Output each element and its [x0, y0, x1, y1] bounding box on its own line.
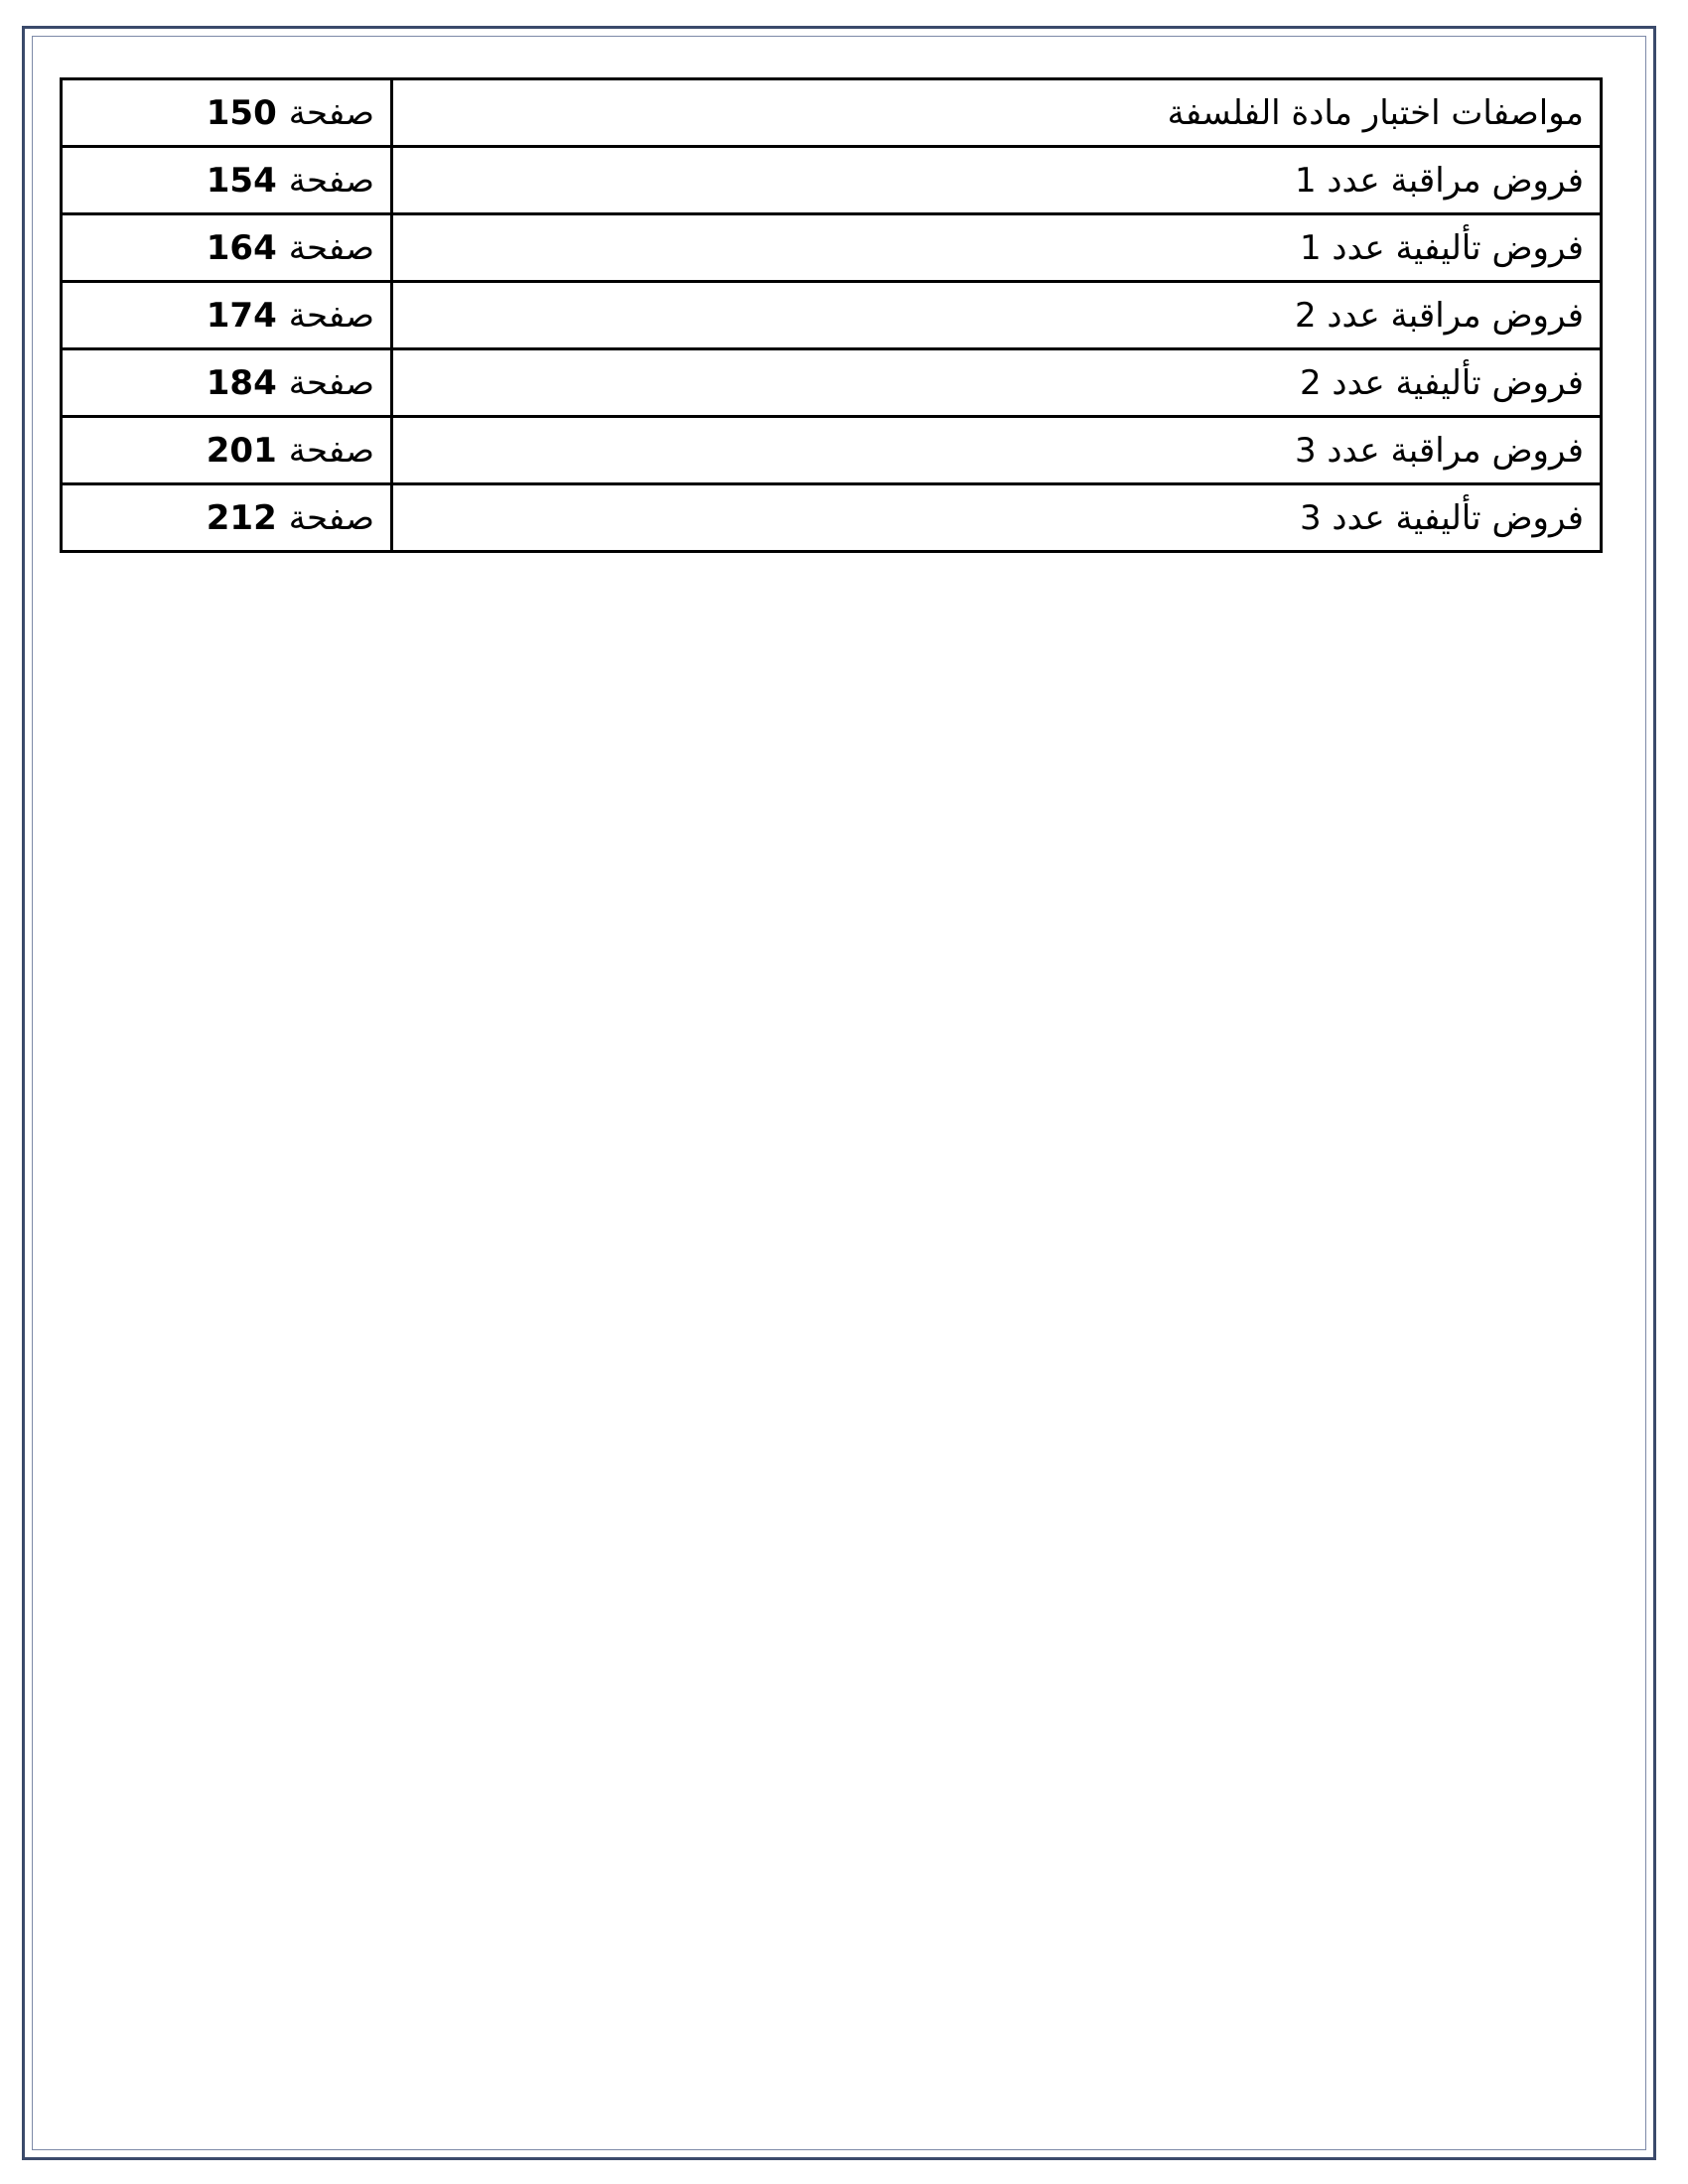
entry-title: فروض تأليفية عدد 1: [392, 214, 1602, 282]
page-number: 164: [206, 227, 277, 268]
entry-title: فروض مراقبة عدد 3: [392, 417, 1602, 484]
page-word: صفحة: [288, 227, 374, 268]
table-of-contents: [60, 77, 1603, 553]
page-reference-cell: [62, 79, 392, 147]
page-word: صفحة: [288, 92, 374, 133]
page-reference-cell: [62, 214, 392, 282]
table-row: [62, 349, 1602, 417]
entry-title: فروض مراقبة عدد 1: [392, 147, 1602, 214]
page-number: 154: [206, 160, 277, 201]
page-word: صفحة: [288, 362, 374, 403]
entry-title: مواصفات اختبار مادة الفلسفة: [392, 79, 1602, 147]
entry-title: فروض مراقبة عدد 2: [392, 282, 1602, 349]
page-reference-cell: [62, 484, 392, 552]
table-row: [62, 484, 1602, 552]
page-number: 201: [206, 430, 277, 471]
page-word: صفحة: [288, 295, 374, 336]
page-number: 150: [206, 92, 277, 133]
table-row: [62, 79, 1602, 147]
page-number: 184: [206, 362, 277, 403]
page-reference-cell: [62, 349, 392, 417]
page-reference-cell: [62, 417, 392, 484]
entry-title: فروض تأليفية عدد 2: [392, 349, 1602, 417]
table-row: [62, 282, 1602, 349]
page-word: صفحة: [288, 430, 374, 471]
table-row: [62, 214, 1602, 282]
page-word: صفحة: [288, 160, 374, 201]
entry-title: فروض تأليفية عدد 3: [392, 484, 1602, 552]
page-number: 212: [206, 497, 277, 538]
page-word: صفحة: [288, 497, 374, 538]
page-reference-cell: [62, 282, 392, 349]
page-reference-cell: [62, 147, 392, 214]
table-row: [62, 147, 1602, 214]
table-row: [62, 417, 1602, 484]
page-number: 174: [206, 295, 277, 336]
